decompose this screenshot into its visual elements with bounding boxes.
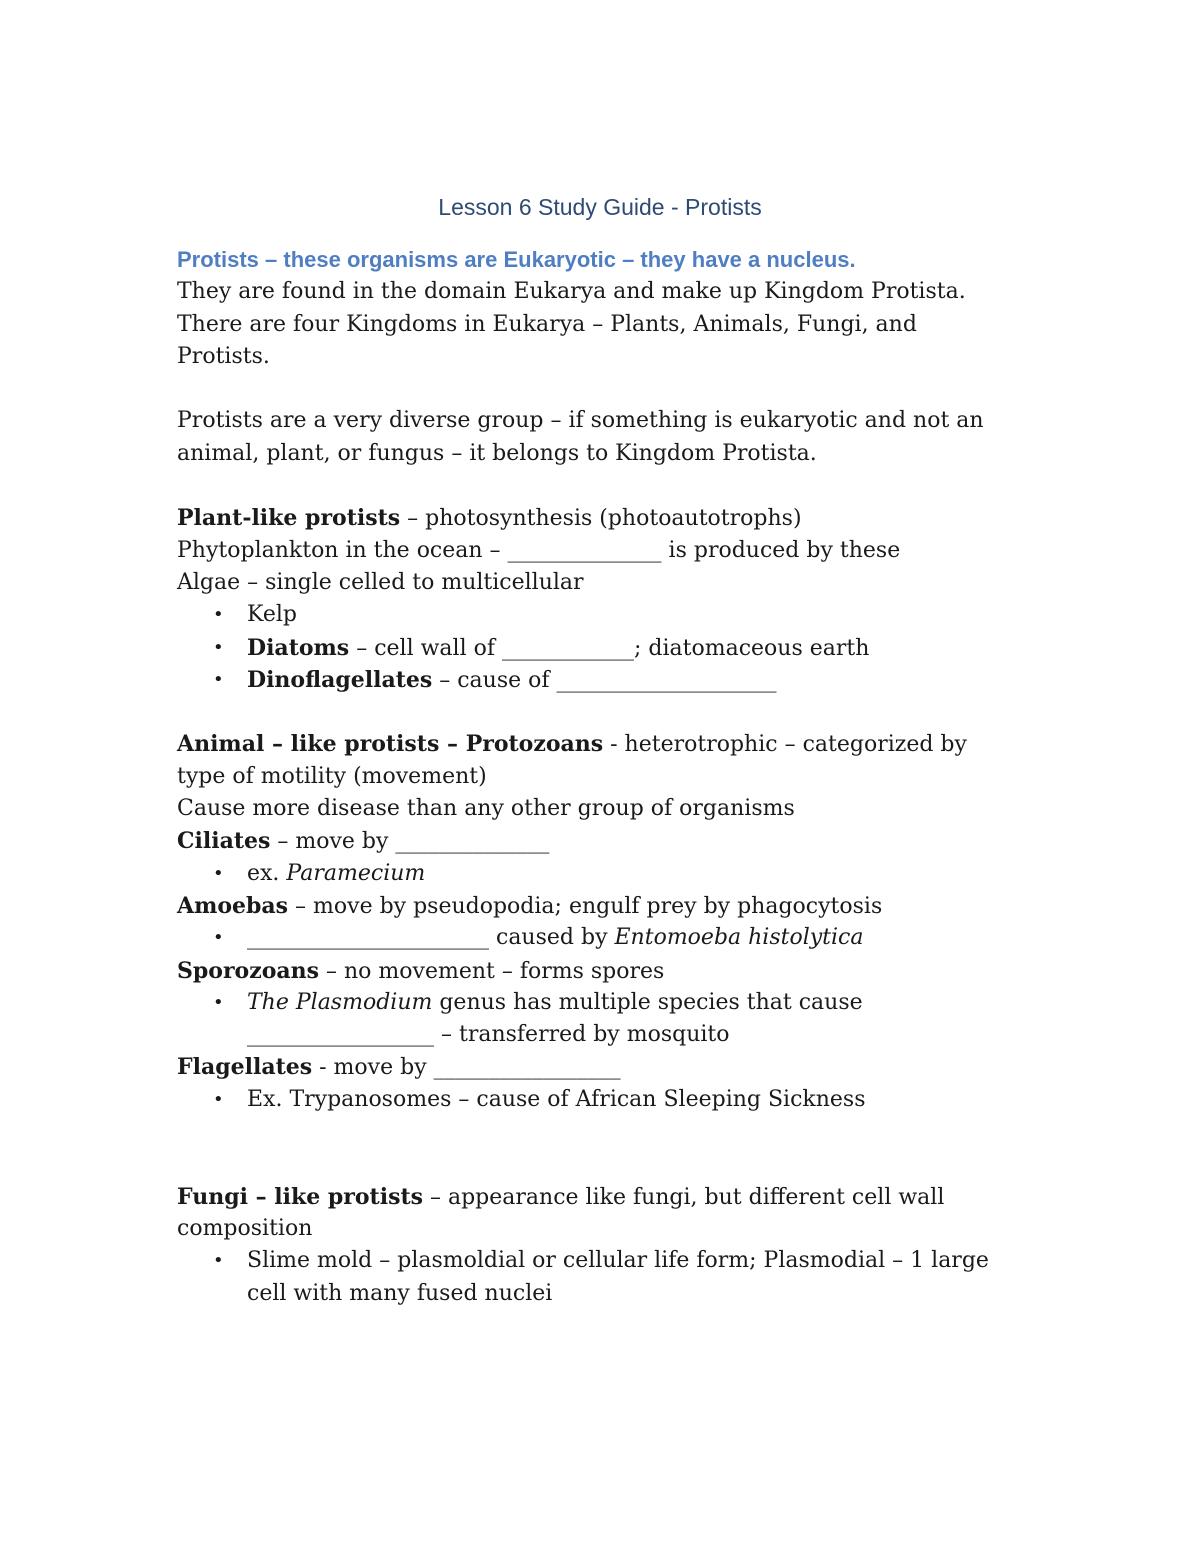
- ciliates-line: [177, 825, 1037, 857]
- amoebas-line: [177, 890, 1037, 922]
- bullet-icon: •: [213, 927, 224, 949]
- intro-line-1: They are found in the domain Eukarya and make up Kingdom Protista.: [177, 279, 966, 305]
- intro-line-2: There are four Kingdoms in Eukarya – Plants, Animals, Fungi, and: [177, 311, 917, 337]
- list-item: [177, 987, 1037, 1052]
- slime-mold-line-2: cell with many fused nuclei: [247, 1280, 553, 1306]
- sporozoans-bold: Sporozoans: [177, 957, 320, 984]
- flagellates-rest: - move by _________________: [312, 1055, 621, 1081]
- ciliates-list: [177, 858, 1037, 890]
- spacer: [177, 470, 1037, 502]
- fungi-like-bold: Fungi – like protists: [177, 1183, 423, 1210]
- bullet-icon: •: [213, 991, 224, 1013]
- bullet-icon: •: [213, 1250, 224, 1272]
- intro-heading: Protists – these organisms are Eukaryotic – they have a nucleus.: [177, 247, 856, 272]
- plant-like-heading-bold: Plant-like protists: [177, 505, 401, 532]
- intro-line-3: Protists.: [177, 343, 270, 369]
- algae-list: [177, 599, 1037, 696]
- diverse-line-2: animal, plant, or fungus – it belongs to Kingdom Protista.: [177, 440, 817, 466]
- list-item: [177, 1245, 1037, 1310]
- ciliates-bold: Ciliates: [177, 828, 271, 855]
- list-item: [177, 632, 1037, 664]
- fungi-list: [177, 1245, 1037, 1310]
- flagellates-bold: Flagellates: [177, 1054, 313, 1081]
- bullet-icon: •: [213, 636, 224, 658]
- algae-line: Algae – single celled to multicellular: [177, 569, 584, 595]
- kelp-text: Kelp: [247, 602, 297, 628]
- list-item: [177, 599, 1037, 631]
- list-item: [177, 922, 1037, 954]
- spacer: [177, 696, 1037, 728]
- dino-bold: Dinoflagellates: [247, 666, 433, 693]
- plasmodium-line-1: [247, 987, 1037, 1019]
- slime-mold-line-1: Slime mold – plasmoldial or cellular life form; Plasmodial – 1 large: [247, 1248, 989, 1274]
- amoebas-rest: – move by pseudopodia; engulf prey by phagocytosis: [288, 893, 883, 919]
- animal-like-heading: [177, 728, 1037, 760]
- bullet-icon: •: [213, 862, 224, 884]
- sporozoans-rest: – no movement – forms spores: [319, 958, 665, 984]
- flagellates-list: [177, 1084, 1037, 1116]
- fungi-like-rest: – appearance like fungi, but different cell wall: [423, 1184, 945, 1210]
- plasmodium-line-2: _________________ – transferred by mosquito: [247, 1022, 730, 1048]
- bullet-icon: •: [213, 604, 224, 626]
- list-item: [177, 1084, 1037, 1116]
- animal-like-sep: –: [439, 731, 466, 758]
- trypanosomes-text: Ex. Trypanosomes – cause of African Sleeping Sickness: [247, 1086, 866, 1112]
- plasmodium-italic: The Plasmodium: [247, 989, 433, 1015]
- fungi-like-heading: [177, 1181, 1037, 1213]
- disease-line: Cause more disease than any other group of organisms: [177, 796, 795, 822]
- spacer: [177, 1116, 1037, 1181]
- amoebas-list: [177, 922, 1037, 954]
- plant-like-heading-rest: – photosynthesis (photoautotrophs): [400, 506, 802, 532]
- diatoms-rest: – cell wall of ____________; diatomaceous earth: [349, 635, 870, 661]
- spacer: [177, 373, 1037, 405]
- diatoms-bold: Diatoms: [247, 634, 350, 661]
- ciliates-rest: – move by ______________: [270, 829, 550, 855]
- dino-rest: – cause of ____________________: [432, 667, 777, 693]
- composition-line: composition: [177, 1215, 313, 1241]
- flagellates-line: [177, 1051, 1037, 1083]
- page-title: Lesson 6 Study Guide - Protists: [438, 194, 762, 220]
- list-item: [177, 858, 1037, 890]
- bullet-icon: •: [213, 1088, 224, 1110]
- phytoplankton-line: Phytoplankton in the ocean – ______________ is produced by these: [177, 537, 901, 563]
- plant-like-heading: [177, 502, 1037, 534]
- document-body: [177, 190, 1037, 1310]
- paramecium-italic: Paramecium: [286, 860, 426, 886]
- amoebas-bullet-prefix: ______________________ caused by: [247, 925, 615, 951]
- plasmodium-rest: genus has multiple species that cause: [432, 989, 863, 1015]
- animal-like-rest: - heterotrophic – categorized by: [603, 732, 967, 758]
- motility-line: type of motility (movement): [177, 763, 487, 789]
- entomoeba-italic: Entomoeba histolytica: [614, 925, 864, 951]
- bullet-icon: •: [213, 668, 224, 690]
- animal-like-bold-1: Animal – like protists: [177, 731, 440, 758]
- ciliates-ex-prefix: ex.: [247, 860, 287, 886]
- diverse-line-1: Protists are a very diverse group – if something is eukaryotic and not an: [177, 408, 984, 434]
- sporozoans-list: [177, 987, 1037, 1052]
- protozoans-bold: Protozoans: [465, 731, 604, 758]
- list-item: [177, 664, 1037, 696]
- sporozoans-line: [177, 955, 1037, 987]
- amoebas-bold: Amoebas: [177, 892, 289, 919]
